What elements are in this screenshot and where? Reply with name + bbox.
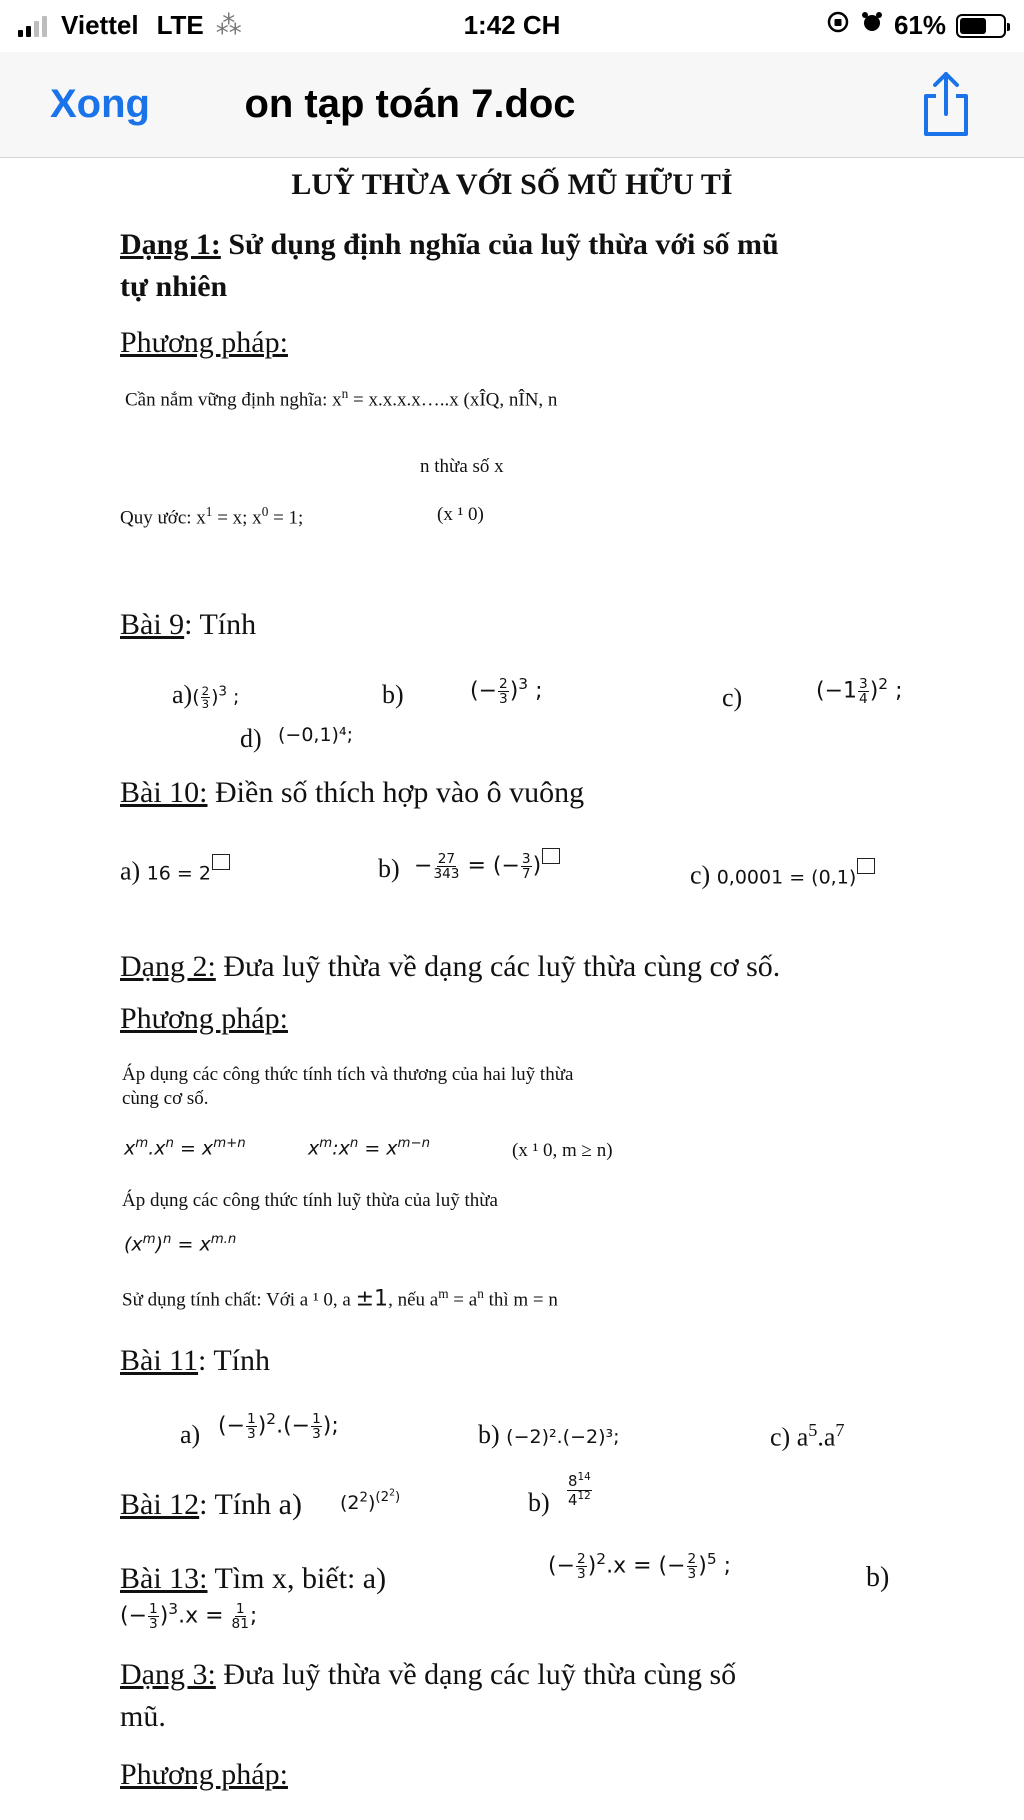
conv-end: = 1; <box>268 507 304 529</box>
definition-underbrace-label: n thừa số x <box>420 456 504 477</box>
bai11-a <box>180 1420 200 1450</box>
bai12-label: Bài 12 <box>120 1488 200 1521</box>
navigation-bar <box>0 52 1024 158</box>
bai13-heading <box>120 1562 386 1596</box>
battery-percent: 61% <box>893 10 946 40</box>
bai10-b-label: b) <box>378 854 400 883</box>
carrier-name: Viettel <box>61 10 139 40</box>
loading-spinner-icon: ⁂ <box>215 10 242 40</box>
bai12-rest: : Tính a) <box>199 1488 302 1521</box>
method-heading-2: Phương pháp: <box>120 1002 288 1035</box>
battery-icon <box>956 14 1006 38</box>
dang2-text: Đưa luỹ thừa về dạng các luỹ thừa cùng cơ số. <box>215 950 781 983</box>
status-bar <box>0 0 1024 52</box>
convention-condition: (x ¹ 0) <box>437 504 484 525</box>
bai9-a: a)( $\frac{2}{3}$ )$^3$ ; <box>172 680 240 711</box>
bai11-a-label: a) <box>180 1420 201 1449</box>
dang3-text-line2: mũ. <box>120 1700 166 1733</box>
bai13-rest: Tìm x, biết: a) <box>207 1562 387 1595</box>
definition-line <box>125 386 557 411</box>
answer-box <box>542 848 560 864</box>
bai9-c <box>722 683 742 713</box>
network-type: LTE <box>156 10 204 40</box>
bai12-b <box>528 1488 550 1518</box>
bai10-c <box>690 858 875 891</box>
conv-mid: = x; x <box>212 507 262 529</box>
def-exponent: n <box>341 386 349 401</box>
bai11-label: Bài 11 <box>120 1344 199 1377</box>
method-heading-3: Phương pháp: <box>120 1758 288 1791</box>
bai11-b <box>478 1420 620 1450</box>
apply1-line2: cùng cơ số. <box>122 1088 209 1109</box>
conv-exp0: 0 <box>261 504 269 519</box>
dang2-label: Dạng 2: <box>120 950 216 983</box>
bai13-b-expr: (− $\frac{1}{3}$ )$^3$.x = $\frac{1}{81}$ ; <box>120 1600 258 1632</box>
bai10-b <box>378 854 400 884</box>
bai9-d <box>240 724 262 754</box>
bai10-a-label: a) <box>120 856 141 886</box>
bai10-c-expr: 0,0001 = (0,1) <box>716 866 857 889</box>
dang1-text: Sử dụng định nghĩa của luỹ thừa với số mũ <box>220 228 779 261</box>
bai10-b-expr: − $\frac{27}{343}$ = (− $\frac{3}{7}$ ) <box>414 848 560 881</box>
done-button[interactable]: Xong <box>50 82 150 126</box>
answer-box <box>212 854 230 870</box>
bai10-a <box>120 854 230 887</box>
bai11-c-label: c) a <box>770 1422 809 1452</box>
property-line: Sử dụng tính chất: Với a ¹ 0, a ±1, nếu $a^m = a^n$ thì m = n <box>122 1286 558 1312</box>
bai9-label: Bài 9 <box>120 608 185 641</box>
dang3-text: Đưa luỹ thừa về dạng các luỹ thừa cùng số <box>215 1658 737 1691</box>
apply1-line1: Áp dụng các công thức tính tích và thương của hai luỹ thừa <box>122 1064 574 1085</box>
bai11-rest: : Tính <box>198 1344 270 1377</box>
share-icon[interactable] <box>918 68 974 140</box>
bai13-b <box>866 1562 889 1594</box>
bai11-c: c) $a^5.a^7$ <box>770 1420 845 1452</box>
formula-power: $(x^m)^n = x^{m.n}$ <box>124 1232 237 1256</box>
bai10-label: Bài 10: <box>120 776 208 809</box>
bai10-rest: Điền số thích hợp vào ô vuông <box>207 776 585 809</box>
bai12-heading <box>120 1488 302 1522</box>
bai9-b-expr: (− $\frac{2}{3}$ )$^3$ ; <box>470 675 543 707</box>
status-time: 1:42 CH <box>463 10 561 40</box>
prop-eq: = a <box>448 1289 478 1311</box>
convention-line <box>120 504 303 529</box>
dang3-heading <box>120 1658 736 1692</box>
apply2-line: Áp dụng các công thức tính luỹ thừa của luỹ thừa <box>122 1190 498 1211</box>
dang2-heading <box>120 950 780 984</box>
bai9-c-expr: (−1 $\frac{3}{4}$ )$^2$ ; <box>816 675 903 707</box>
document-title: on tạp toán 7.doc <box>244 82 576 126</box>
def-rest: = x.x.x.x…..x (xÎQ, nÎN, n <box>348 389 558 411</box>
dang1-label: Dạng 1: <box>120 228 221 261</box>
document-content[interactable] <box>0 158 1024 1820</box>
conv-prefix: Quy ước: x <box>120 507 206 529</box>
bai11-a-expr: (− $\frac{1}{3}$ )$^2$.(− $\frac{1}{3}$ ); <box>218 1410 339 1442</box>
answer-box <box>857 858 875 874</box>
status-right <box>826 10 1006 41</box>
doc-heading: LUỸ THỪA VỚI SỐ MŨ HỮU TỈ <box>291 168 733 201</box>
bai9-a-label: a) <box>172 680 193 709</box>
bai10-heading <box>120 776 584 810</box>
dang1-text-line2: tự nhiên <box>120 270 228 303</box>
conv-exp1: 1 <box>205 504 213 519</box>
formula-quotient: $x^m:x^n = x^{m-n}$ <box>308 1136 431 1160</box>
bai9-d-expr: (−0,1)⁴; <box>278 724 353 746</box>
bai13-b-label: b) <box>866 1562 890 1593</box>
bai9-b <box>382 680 404 710</box>
orientation-lock-icon <box>826 10 850 41</box>
bai11-c-mid: .a <box>817 1422 836 1452</box>
bai10-a-expr: 16 = 2 <box>146 862 211 885</box>
def-prefix: Cần nắm vững định nghĩa: x <box>125 389 342 411</box>
bai9-b-label: b) <box>382 680 404 709</box>
bai9-rest: : Tính <box>184 608 257 641</box>
bai12-b-expr: $\frac{8^{14}}{4^{12}}$ <box>568 1471 591 1509</box>
prop-end: thì m = n <box>483 1289 558 1311</box>
bai13-a-expr: (− $\frac{2}{3}$ )$^2$.x = (− $\frac{2}{3}$ )$^5$ ; <box>548 1550 732 1582</box>
bai12-a-expr: $(2^2)^{(2^2)}$ <box>340 1488 401 1514</box>
method-heading-1: Phương pháp: <box>120 326 288 359</box>
formula-product: $x^m.x^n = x^{m+n}$ <box>124 1136 246 1160</box>
bai9-heading <box>120 608 256 642</box>
prop-pm: ±1 <box>355 1286 389 1312</box>
formula-condition: (x ¹ 0, m ≥ n) <box>512 1140 613 1161</box>
bai11-b-label: b) <box>478 1420 500 1449</box>
alarm-icon <box>860 10 884 41</box>
bai12-b-label: b) <box>528 1488 550 1517</box>
dang1-heading <box>120 228 779 262</box>
bai11-b-expr: (−2)².(−2)³; <box>506 1426 620 1448</box>
bai10-c-label: c) <box>690 860 711 890</box>
dang3-label: Dạng 3: <box>120 1658 216 1691</box>
bai11-heading <box>120 1344 270 1378</box>
bai9-d-label: d) <box>240 724 262 753</box>
prop-rest: , nếu a <box>388 1289 439 1311</box>
prop-prefix: Sử dụng tính chất: Với a ¹ 0, a <box>122 1289 356 1311</box>
bai13-label: Bài 13: <box>120 1562 208 1595</box>
bai9-c-label: c) <box>722 683 743 712</box>
